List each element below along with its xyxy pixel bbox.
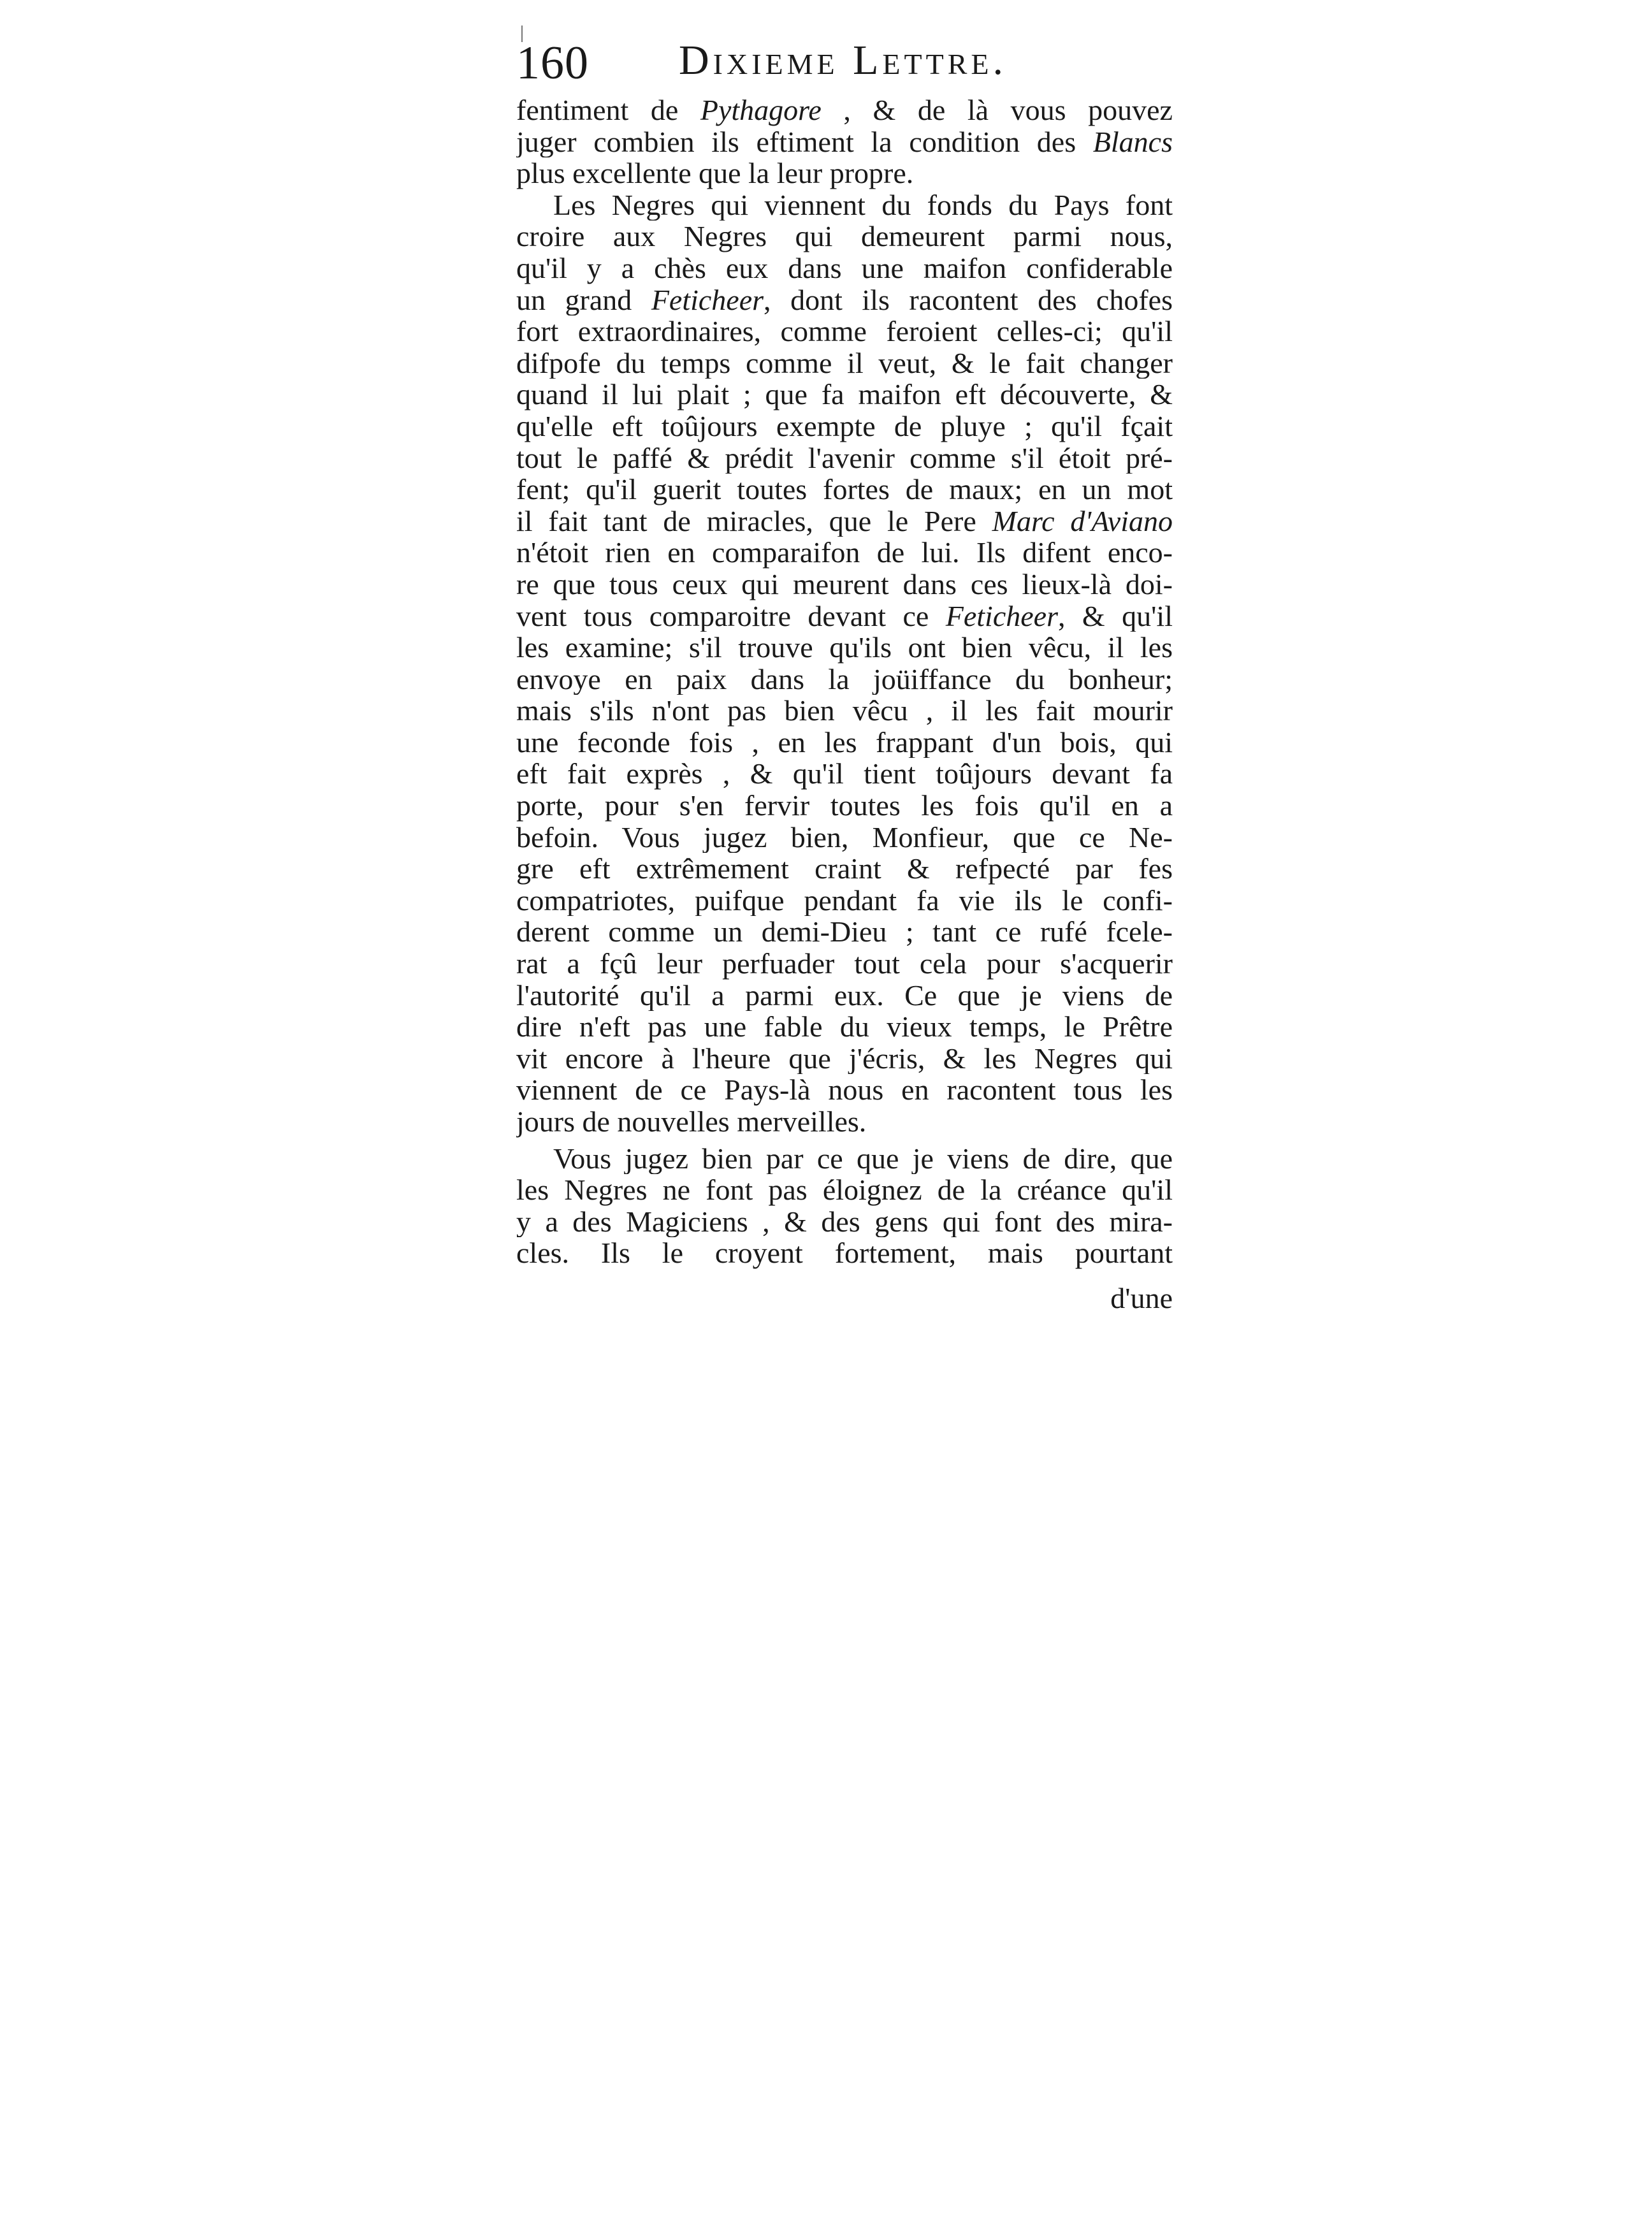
- text-line: qu'elle eft toûjours exempte de pluye ; qu'il fçait: [516, 410, 1173, 442]
- text-line: jours de nouvelles merveilles.: [516, 1106, 867, 1138]
- text-line: fentiment de Pythagore , & de là vous pouvez: [516, 94, 1173, 126]
- text-line: les Negres ne font pas éloignez de la créance qu'il: [516, 1174, 1173, 1206]
- body-text: [516, 94, 1173, 1269]
- text-line: l'autorité qu'il a parmi eux. Ce que je viens de: [516, 979, 1173, 1012]
- page-header: [516, 25, 1173, 102]
- text-line: compatriotes, puifque pendant fa vie ils le confi-: [516, 884, 1173, 917]
- text-line: les examine; s'il trouve qu'ils ont bien vêcu, il les: [516, 632, 1173, 664]
- text-line: un grand Feticheer, dont ils racontent des chofes: [516, 284, 1173, 316]
- text-line: vent tous comparoitre devant ce Feticheer, & qu'il: [516, 600, 1173, 632]
- text-line: qu'il y a chès eux dans une maifon confiderable: [516, 252, 1173, 284]
- text-line: une feconde fois , en les frappant d'un bois, qui: [516, 726, 1173, 759]
- text-line: difpofe du temps comme il veut, & le fait changer: [516, 347, 1173, 379]
- text-line: plus excellente que la leur propre.: [516, 157, 914, 189]
- text-line: fent; qu'il guerit toutes fortes de maux; en un mot: [516, 474, 1173, 505]
- text-line: derent comme un demi-Dieu ; tant ce rufé fcele-: [516, 916, 1173, 948]
- text-line: il fait tant de miracles, que le Pere Marc d'Aviano: [516, 505, 1173, 537]
- text-line: re que tous ceux qui meurent dans ces lieux-là doi-: [516, 568, 1173, 600]
- text-line: juger combien ils eftiment la condition des Blancs: [516, 126, 1173, 158]
- text-line: Les Negres qui viennent du fonds du Pays font: [553, 189, 1173, 221]
- text-line: vit encore à l'heure que j'écris, & les Negres qui: [516, 1042, 1173, 1075]
- page-number: 160: [516, 37, 589, 89]
- text-line: n'étoit rien en comparaifon de lui. Ils difent enco-: [516, 537, 1173, 569]
- text-line: croire aux Negres qui demeurent parmi nous,: [516, 221, 1173, 252]
- text-line: envoye en paix dans la joüiffance du bonheur;: [516, 663, 1173, 695]
- text-line: mais s'ils n'ont pas bien vêcu , il les fait mourir: [516, 695, 1173, 727]
- text-line: quand il lui plait ; que fa maifon eft découverte, &: [516, 379, 1173, 410]
- text-line: tout le paffé & prédit l'avenir comme s'il étoit pré-: [516, 442, 1173, 474]
- text-line: Vous jugez bien par ce que je viens de dire, que: [553, 1142, 1173, 1175]
- text-line: y a des Magiciens , & des gens qui font des mira-: [516, 1205, 1173, 1238]
- catchword: d'une: [1110, 1282, 1173, 1314]
- text-line: eft fait exprès , & qu'il tient toûjours devant fa: [516, 758, 1173, 790]
- book-page: [516, 25, 1173, 1351]
- text-line: fort extraordinaires, comme feroient celles-ci; qu'il: [516, 316, 1173, 347]
- running-head: Dixieme Lettre.: [679, 37, 1008, 83]
- text-line: befoin. Vous jugez bien, Monfieur, que ce Ne-: [516, 821, 1173, 853]
- text-line: porte, pour s'en fervir toutes les fois qu'il en a: [516, 790, 1173, 822]
- text-line: rat a fçû leur perfuader tout cela pour s'acquerir: [516, 948, 1173, 980]
- text-line: cles. Ils le croyent fortement, mais pourtant: [516, 1237, 1173, 1269]
- text-line: dire n'eft pas une fable du vieux temps, le Prêtre: [516, 1011, 1173, 1043]
- text-line: viennent de ce Pays-là nous en racontent tous les: [516, 1074, 1173, 1106]
- text-line: gre eft extrêmement craint & refpecté par fes: [516, 853, 1173, 885]
